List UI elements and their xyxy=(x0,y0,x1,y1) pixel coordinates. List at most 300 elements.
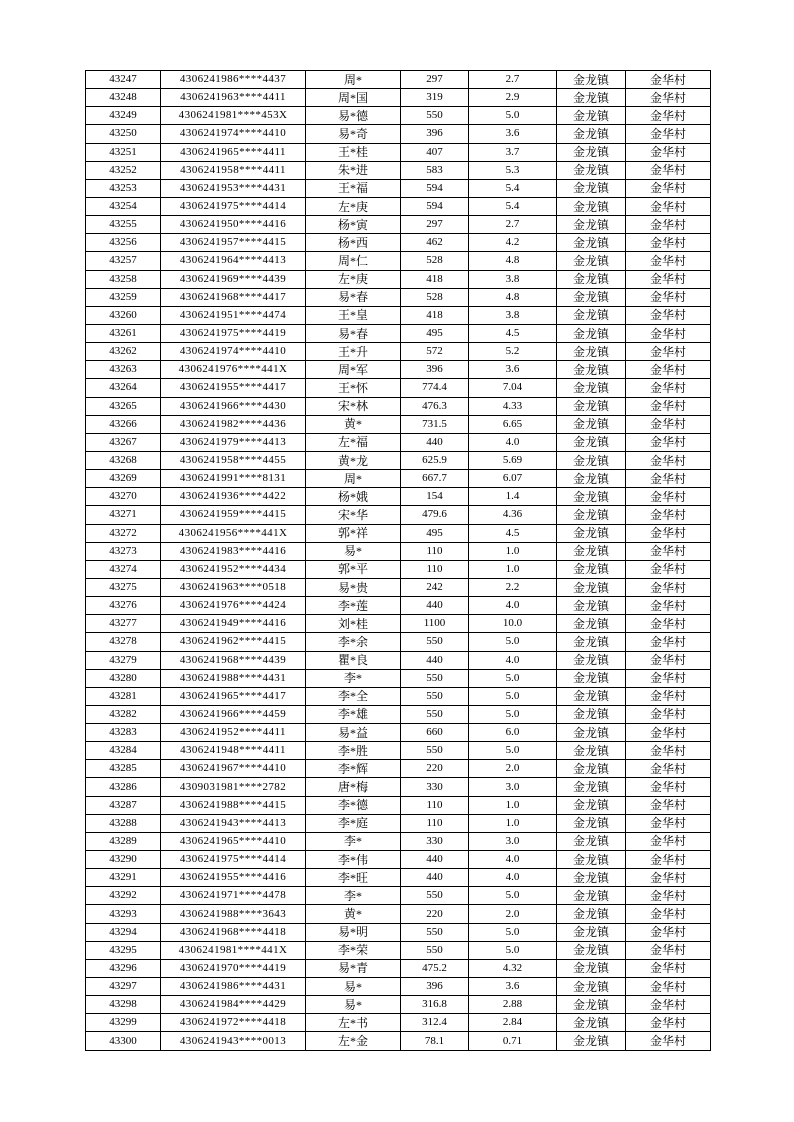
cell-town: 金龙镇 xyxy=(557,252,626,270)
cell-name: 王*升 xyxy=(306,343,401,361)
cell-village: 金华村 xyxy=(626,252,711,270)
cell-town: 金龙镇 xyxy=(557,542,626,560)
cell-village: 金华村 xyxy=(626,379,711,397)
cell-town: 金龙镇 xyxy=(557,415,626,433)
cell-village: 金华村 xyxy=(626,197,711,215)
table-row xyxy=(86,1014,711,1032)
cell-amount: 550 xyxy=(401,633,469,651)
cell-village: 金华村 xyxy=(626,923,711,941)
cell-town: 金龙镇 xyxy=(557,524,626,542)
cell-area: 5.0 xyxy=(469,633,557,651)
cell-amount: 110 xyxy=(401,814,469,832)
table-row xyxy=(86,542,711,560)
records-table xyxy=(85,70,711,1051)
cell-seq: 43272 xyxy=(86,524,161,542)
cell-village: 金华村 xyxy=(626,451,711,469)
cell-seq: 43257 xyxy=(86,252,161,270)
cell-name: 郭*祥 xyxy=(306,524,401,542)
cell-amount: 330 xyxy=(401,832,469,850)
cell-town: 金龙镇 xyxy=(557,778,626,796)
cell-area: 6.0 xyxy=(469,724,557,742)
cell-village: 金华村 xyxy=(626,560,711,578)
cell-village: 金华村 xyxy=(626,524,711,542)
cell-name: 黄* xyxy=(306,905,401,923)
cell-area: 1.0 xyxy=(469,814,557,832)
cell-name: 李*胜 xyxy=(306,742,401,760)
cell-seq: 43258 xyxy=(86,270,161,288)
cell-idcard: 4306241988****4431 xyxy=(161,669,306,687)
cell-amount: 550 xyxy=(401,669,469,687)
cell-village: 金华村 xyxy=(626,107,711,125)
cell-seq: 43294 xyxy=(86,923,161,941)
cell-area: 5.0 xyxy=(469,887,557,905)
cell-name: 李* xyxy=(306,832,401,850)
cell-name: 易*春 xyxy=(306,288,401,306)
table-row xyxy=(86,125,711,143)
cell-area: 5.0 xyxy=(469,923,557,941)
cell-seq: 43269 xyxy=(86,470,161,488)
cell-village: 金华村 xyxy=(626,234,711,252)
table-row xyxy=(86,361,711,379)
cell-town: 金龙镇 xyxy=(557,506,626,524)
cell-village: 金华村 xyxy=(626,633,711,651)
cell-seq: 43298 xyxy=(86,996,161,1014)
table-row xyxy=(86,996,711,1014)
cell-idcard: 4306241971****4478 xyxy=(161,887,306,905)
cell-idcard: 4306241965****4411 xyxy=(161,143,306,161)
table-row xyxy=(86,470,711,488)
cell-village: 金华村 xyxy=(626,542,711,560)
cell-name: 李*旺 xyxy=(306,869,401,887)
cell-town: 金龙镇 xyxy=(557,179,626,197)
cell-area: 1.4 xyxy=(469,488,557,506)
table-row xyxy=(86,633,711,651)
cell-name: 李* xyxy=(306,887,401,905)
cell-area: 3.8 xyxy=(469,306,557,324)
cell-town: 金龙镇 xyxy=(557,343,626,361)
cell-amount: 660 xyxy=(401,724,469,742)
cell-seq: 43261 xyxy=(86,324,161,342)
cell-area: 4.0 xyxy=(469,869,557,887)
cell-name: 黄* xyxy=(306,415,401,433)
cell-idcard: 4306241966****4459 xyxy=(161,705,306,723)
table-row xyxy=(86,433,711,451)
cell-village: 金华村 xyxy=(626,179,711,197)
cell-town: 金龙镇 xyxy=(557,978,626,996)
cell-amount: 297 xyxy=(401,71,469,89)
cell-area: 4.32 xyxy=(469,959,557,977)
cell-name: 朱*进 xyxy=(306,161,401,179)
cell-area: 4.36 xyxy=(469,506,557,524)
cell-seq: 43253 xyxy=(86,179,161,197)
cell-amount: 475.2 xyxy=(401,959,469,977)
cell-seq: 43299 xyxy=(86,1014,161,1032)
cell-town: 金龙镇 xyxy=(557,869,626,887)
cell-name: 易* xyxy=(306,996,401,1014)
cell-seq: 43277 xyxy=(86,615,161,633)
cell-idcard: 4306241991****8131 xyxy=(161,470,306,488)
cell-area: 3.0 xyxy=(469,778,557,796)
cell-idcard: 4306241968****4417 xyxy=(161,288,306,306)
cell-area: 4.8 xyxy=(469,288,557,306)
table-row xyxy=(86,143,711,161)
table-row xyxy=(86,415,711,433)
cell-town: 金龙镇 xyxy=(557,379,626,397)
cell-village: 金华村 xyxy=(626,651,711,669)
cell-seq: 43249 xyxy=(86,107,161,125)
cell-area: 3.6 xyxy=(469,361,557,379)
cell-town: 金龙镇 xyxy=(557,488,626,506)
cell-amount: 220 xyxy=(401,760,469,778)
cell-amount: 550 xyxy=(401,941,469,959)
cell-town: 金龙镇 xyxy=(557,742,626,760)
cell-idcard: 4306241968****4439 xyxy=(161,651,306,669)
cell-town: 金龙镇 xyxy=(557,996,626,1014)
cell-idcard: 4306241979****4413 xyxy=(161,433,306,451)
cell-name: 宋*林 xyxy=(306,397,401,415)
table-row xyxy=(86,506,711,524)
cell-seq: 43263 xyxy=(86,361,161,379)
cell-seq: 43287 xyxy=(86,796,161,814)
table-row xyxy=(86,814,711,832)
table-row xyxy=(86,197,711,215)
cell-idcard: 4306241976****4424 xyxy=(161,597,306,615)
cell-seq: 43296 xyxy=(86,959,161,977)
cell-area: 2.7 xyxy=(469,216,557,234)
cell-area: 4.5 xyxy=(469,524,557,542)
cell-seq: 43274 xyxy=(86,560,161,578)
cell-town: 金龙镇 xyxy=(557,687,626,705)
cell-seq: 43266 xyxy=(86,415,161,433)
cell-seq: 43284 xyxy=(86,742,161,760)
cell-town: 金龙镇 xyxy=(557,234,626,252)
cell-village: 金华村 xyxy=(626,433,711,451)
cell-seq: 43280 xyxy=(86,669,161,687)
cell-amount: 479.6 xyxy=(401,506,469,524)
cell-idcard: 4306241950****4416 xyxy=(161,216,306,234)
cell-seq: 43268 xyxy=(86,451,161,469)
cell-amount: 774.4 xyxy=(401,379,469,397)
cell-village: 金华村 xyxy=(626,361,711,379)
cell-seq: 43262 xyxy=(86,343,161,361)
cell-area: 1.0 xyxy=(469,542,557,560)
cell-area: 2.0 xyxy=(469,905,557,923)
cell-town: 金龙镇 xyxy=(557,1014,626,1032)
cell-idcard: 4306241949****4416 xyxy=(161,615,306,633)
cell-town: 金龙镇 xyxy=(557,669,626,687)
cell-amount: 550 xyxy=(401,887,469,905)
cell-area: 4.0 xyxy=(469,597,557,615)
cell-name: 李*荣 xyxy=(306,941,401,959)
cell-village: 金华村 xyxy=(626,397,711,415)
cell-village: 金华村 xyxy=(626,161,711,179)
cell-town: 金龙镇 xyxy=(557,324,626,342)
cell-town: 金龙镇 xyxy=(557,597,626,615)
table-row xyxy=(86,306,711,324)
table-row xyxy=(86,887,711,905)
cell-town: 金龙镇 xyxy=(557,578,626,596)
cell-name: 李*莲 xyxy=(306,597,401,615)
table-row xyxy=(86,832,711,850)
cell-name: 李*全 xyxy=(306,687,401,705)
table-row xyxy=(86,179,711,197)
cell-amount: 550 xyxy=(401,923,469,941)
cell-seq: 43278 xyxy=(86,633,161,651)
cell-amount: 316.8 xyxy=(401,996,469,1014)
cell-area: 1.0 xyxy=(469,560,557,578)
cell-area: 3.8 xyxy=(469,270,557,288)
table-row xyxy=(86,941,711,959)
cell-seq: 43281 xyxy=(86,687,161,705)
cell-area: 6.07 xyxy=(469,470,557,488)
cell-name: 杨*娥 xyxy=(306,488,401,506)
cell-area: 2.2 xyxy=(469,578,557,596)
cell-area: 5.0 xyxy=(469,687,557,705)
cell-town: 金龙镇 xyxy=(557,306,626,324)
cell-amount: 396 xyxy=(401,125,469,143)
cell-town: 金龙镇 xyxy=(557,451,626,469)
cell-name: 易* xyxy=(306,978,401,996)
table-row xyxy=(86,651,711,669)
cell-area: 2.0 xyxy=(469,760,557,778)
cell-area: 3.6 xyxy=(469,978,557,996)
cell-amount: 528 xyxy=(401,252,469,270)
cell-amount: 110 xyxy=(401,542,469,560)
cell-idcard: 4306241967****4410 xyxy=(161,760,306,778)
cell-seq: 43264 xyxy=(86,379,161,397)
cell-seq: 43271 xyxy=(86,506,161,524)
records-tbody xyxy=(86,71,711,1051)
cell-town: 金龙镇 xyxy=(557,851,626,869)
cell-seq: 43267 xyxy=(86,433,161,451)
cell-seq: 43273 xyxy=(86,542,161,560)
cell-area: 2.7 xyxy=(469,71,557,89)
cell-area: 4.5 xyxy=(469,324,557,342)
cell-name: 周*军 xyxy=(306,361,401,379)
cell-town: 金龙镇 xyxy=(557,832,626,850)
table-row xyxy=(86,451,711,469)
cell-village: 金华村 xyxy=(626,506,711,524)
cell-amount: 440 xyxy=(401,869,469,887)
cell-area: 3.7 xyxy=(469,143,557,161)
cell-area: 3.0 xyxy=(469,832,557,850)
cell-amount: 495 xyxy=(401,524,469,542)
table-row xyxy=(86,597,711,615)
cell-name: 李*余 xyxy=(306,633,401,651)
cell-amount: 476.3 xyxy=(401,397,469,415)
cell-amount: 220 xyxy=(401,905,469,923)
cell-name: 李*庭 xyxy=(306,814,401,832)
cell-village: 金华村 xyxy=(626,887,711,905)
cell-village: 金华村 xyxy=(626,324,711,342)
cell-town: 金龙镇 xyxy=(557,470,626,488)
cell-town: 金龙镇 xyxy=(557,560,626,578)
cell-idcard: 4306241948****4411 xyxy=(161,742,306,760)
cell-seq: 43254 xyxy=(86,197,161,215)
cell-area: 10.0 xyxy=(469,615,557,633)
table-row xyxy=(86,488,711,506)
table-row xyxy=(86,742,711,760)
cell-seq: 43292 xyxy=(86,887,161,905)
cell-amount: 1100 xyxy=(401,615,469,633)
table-row xyxy=(86,379,711,397)
cell-name: 易*益 xyxy=(306,724,401,742)
cell-amount: 625.9 xyxy=(401,451,469,469)
cell-town: 金龙镇 xyxy=(557,125,626,143)
cell-amount: 418 xyxy=(401,270,469,288)
cell-amount: 528 xyxy=(401,288,469,306)
cell-village: 金华村 xyxy=(626,742,711,760)
cell-name: 左*书 xyxy=(306,1014,401,1032)
cell-idcard: 4306241951****4474 xyxy=(161,306,306,324)
cell-town: 金龙镇 xyxy=(557,905,626,923)
cell-idcard: 4306241982****4436 xyxy=(161,415,306,433)
cell-village: 金华村 xyxy=(626,89,711,107)
cell-village: 金华村 xyxy=(626,578,711,596)
cell-town: 金龙镇 xyxy=(557,796,626,814)
cell-amount: 110 xyxy=(401,796,469,814)
cell-area: 2.84 xyxy=(469,1014,557,1032)
cell-idcard: 4306241972****4418 xyxy=(161,1014,306,1032)
cell-name: 黄*龙 xyxy=(306,451,401,469)
cell-idcard: 4306241975****4419 xyxy=(161,324,306,342)
cell-town: 金龙镇 xyxy=(557,941,626,959)
cell-name: 李* xyxy=(306,669,401,687)
cell-idcard: 4306241986****4437 xyxy=(161,71,306,89)
cell-name: 易*德 xyxy=(306,107,401,125)
cell-idcard: 4306241974****4410 xyxy=(161,343,306,361)
cell-idcard: 4306241983****4416 xyxy=(161,542,306,560)
cell-name: 易* xyxy=(306,542,401,560)
cell-amount: 396 xyxy=(401,978,469,996)
cell-name: 郭*平 xyxy=(306,560,401,578)
cell-idcard: 4306241958****4455 xyxy=(161,451,306,469)
table-row xyxy=(86,343,711,361)
cell-area: 0.71 xyxy=(469,1032,557,1051)
cell-village: 金华村 xyxy=(626,724,711,742)
cell-area: 5.0 xyxy=(469,941,557,959)
cell-seq: 43251 xyxy=(86,143,161,161)
cell-idcard: 4306241965****4410 xyxy=(161,832,306,850)
table-row xyxy=(86,869,711,887)
cell-idcard: 4306241964****4413 xyxy=(161,252,306,270)
table-row xyxy=(86,324,711,342)
cell-seq: 43250 xyxy=(86,125,161,143)
cell-town: 金龙镇 xyxy=(557,361,626,379)
cell-town: 金龙镇 xyxy=(557,433,626,451)
cell-name: 唐*梅 xyxy=(306,778,401,796)
cell-seq: 43256 xyxy=(86,234,161,252)
cell-village: 金华村 xyxy=(626,905,711,923)
table-row xyxy=(86,905,711,923)
cell-amount: 550 xyxy=(401,687,469,705)
cell-village: 金华村 xyxy=(626,941,711,959)
cell-area: 7.04 xyxy=(469,379,557,397)
cell-village: 金华村 xyxy=(626,288,711,306)
cell-idcard: 4306241981****453X xyxy=(161,107,306,125)
cell-village: 金华村 xyxy=(626,978,711,996)
cell-idcard: 4306241976****441X xyxy=(161,361,306,379)
cell-town: 金龙镇 xyxy=(557,959,626,977)
cell-village: 金华村 xyxy=(626,760,711,778)
cell-idcard: 4306241988****3643 xyxy=(161,905,306,923)
cell-village: 金华村 xyxy=(626,669,711,687)
cell-amount: 312.4 xyxy=(401,1014,469,1032)
cell-amount: 667.7 xyxy=(401,470,469,488)
cell-amount: 594 xyxy=(401,197,469,215)
cell-village: 金华村 xyxy=(626,488,711,506)
table-row xyxy=(86,560,711,578)
table-row xyxy=(86,760,711,778)
cell-area: 2.88 xyxy=(469,996,557,1014)
cell-amount: 550 xyxy=(401,742,469,760)
cell-amount: 319 xyxy=(401,89,469,107)
cell-idcard: 4306241943****4413 xyxy=(161,814,306,832)
cell-idcard: 4306241963****0518 xyxy=(161,578,306,596)
cell-seq: 43295 xyxy=(86,941,161,959)
cell-name: 杨*西 xyxy=(306,234,401,252)
table-row xyxy=(86,89,711,107)
cell-village: 金华村 xyxy=(626,306,711,324)
cell-amount: 330 xyxy=(401,778,469,796)
cell-name: 易*春 xyxy=(306,324,401,342)
table-row xyxy=(86,778,711,796)
cell-name: 左*庚 xyxy=(306,270,401,288)
cell-town: 金龙镇 xyxy=(557,760,626,778)
cell-seq: 43255 xyxy=(86,216,161,234)
cell-amount: 396 xyxy=(401,361,469,379)
cell-name: 周* xyxy=(306,470,401,488)
cell-seq: 43291 xyxy=(86,869,161,887)
cell-seq: 43289 xyxy=(86,832,161,850)
cell-seq: 43260 xyxy=(86,306,161,324)
cell-idcard: 4306241975****4414 xyxy=(161,197,306,215)
cell-village: 金华村 xyxy=(626,597,711,615)
cell-seq: 43283 xyxy=(86,724,161,742)
cell-amount: 550 xyxy=(401,107,469,125)
cell-village: 金华村 xyxy=(626,796,711,814)
table-row xyxy=(86,978,711,996)
cell-area: 4.0 xyxy=(469,651,557,669)
cell-name: 易*青 xyxy=(306,959,401,977)
cell-town: 金龙镇 xyxy=(557,216,626,234)
cell-area: 5.3 xyxy=(469,161,557,179)
cell-seq: 43282 xyxy=(86,705,161,723)
table-row xyxy=(86,397,711,415)
table-row xyxy=(86,959,711,977)
cell-amount: 440 xyxy=(401,651,469,669)
table-row xyxy=(86,524,711,542)
cell-village: 金华村 xyxy=(626,415,711,433)
cell-area: 4.2 xyxy=(469,234,557,252)
cell-town: 金龙镇 xyxy=(557,1032,626,1051)
cell-town: 金龙镇 xyxy=(557,143,626,161)
cell-town: 金龙镇 xyxy=(557,270,626,288)
cell-seq: 43252 xyxy=(86,161,161,179)
cell-village: 金华村 xyxy=(626,1014,711,1032)
cell-seq: 43297 xyxy=(86,978,161,996)
cell-seq: 43276 xyxy=(86,597,161,615)
table-row xyxy=(86,234,711,252)
cell-village: 金华村 xyxy=(626,832,711,850)
cell-town: 金龙镇 xyxy=(557,651,626,669)
cell-amount: 572 xyxy=(401,343,469,361)
cell-town: 金龙镇 xyxy=(557,107,626,125)
cell-name: 左*金 xyxy=(306,1032,401,1051)
cell-seq: 43290 xyxy=(86,851,161,869)
cell-idcard: 4306241966****4430 xyxy=(161,397,306,415)
cell-area: 5.0 xyxy=(469,742,557,760)
